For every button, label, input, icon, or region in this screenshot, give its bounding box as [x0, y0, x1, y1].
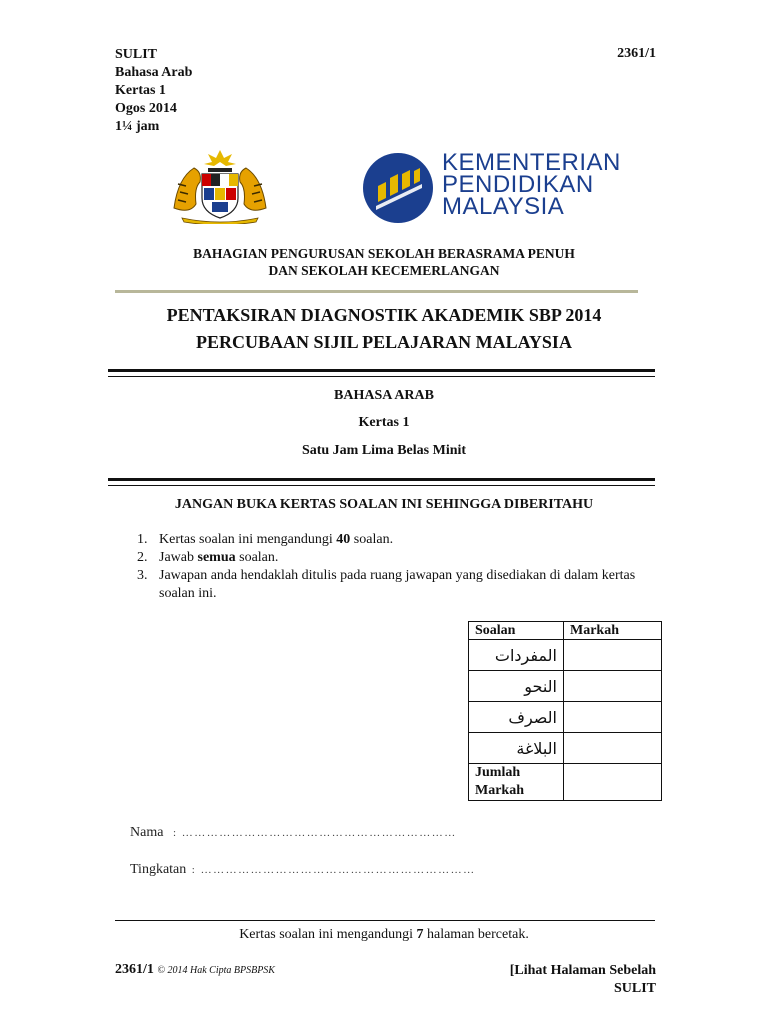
footer-right — [510, 962, 656, 998]
paper-code: 2361/1 — [617, 46, 656, 61]
instruction-item: 2. Jawab semua soalan. — [137, 550, 279, 565]
classification-label: SULIT — [115, 47, 158, 62]
exam-title-line-1: PENTAKSIRAN DIAGNOSTIK AKADEMIK SBP 2014 — [166, 305, 602, 325]
subject-name: BAHASA ARAB — [334, 388, 434, 403]
marks-table — [468, 621, 662, 801]
table-row — [469, 702, 662, 733]
marks-cell[interactable] — [564, 671, 662, 702]
header-info — [115, 46, 192, 136]
table-row — [469, 671, 662, 702]
table-row — [469, 733, 662, 764]
marks-cell[interactable] — [564, 733, 662, 764]
section-name: الصرف — [469, 702, 564, 733]
form-label: Tingkatan — [130, 862, 187, 877]
form-dots: : ………………………………………………………… — [191, 864, 476, 876]
divider — [115, 290, 638, 293]
table-row — [469, 640, 662, 671]
section-name: البلاغة — [469, 733, 564, 764]
form-field[interactable] — [130, 862, 476, 878]
table-header: Soalan — [469, 622, 564, 640]
name-field[interactable] — [130, 825, 457, 841]
marks-cell[interactable] — [564, 702, 662, 733]
total-marks-cell[interactable] — [564, 764, 662, 801]
exam-duration: Satu Jam Lima Belas Minit — [301, 443, 467, 458]
name-dots: : ………………………………………………………… — [172, 827, 457, 839]
paper-number: Kertas 1 — [358, 415, 410, 430]
section-name: المفردات — [469, 640, 564, 671]
duration-label: 1¼ jam — [115, 119, 160, 134]
footer-classification: SULIT — [613, 981, 656, 996]
kpm-line-2: PENDIDIKAN — [442, 171, 594, 198]
exam-title-line-2: PERCUBAAN SIJIL PELAJARAN MALAYSIA — [196, 332, 572, 352]
kpm-line-1: KEMENTERIAN — [442, 149, 621, 176]
copyright-text: © 2014 Hak Cipta BPSBPSK — [157, 965, 275, 976]
division-line-2: DAN SEKOLAH KECEMERLANGAN — [268, 263, 500, 278]
malaysia-coat-of-arms-icon — [168, 148, 272, 224]
division-heading — [0, 245, 768, 279]
warning-text: JANGAN BUKA KERTAS SOALAN INI SEHINGGA DIBERITAHU — [174, 497, 594, 512]
marks-cell[interactable] — [564, 640, 662, 671]
table-row — [469, 764, 662, 801]
instructions-list — [137, 531, 659, 603]
divider — [115, 920, 655, 921]
next-page-label: [Lihat Halaman Sebelah — [509, 963, 656, 978]
page-count-note: Kertas soalan ini mengandungi 7 halaman bercetak. — [239, 927, 529, 942]
divider — [108, 369, 655, 377]
division-line-1: BAHAGIAN PENGURUSAN SEKOLAH BERASRAMA PENUH — [193, 246, 575, 261]
instruction-item: 1. Kertas soalan ini mengandungi 40 soalan. — [137, 532, 394, 547]
kpm-logo-icon — [362, 152, 434, 224]
table-header: Markah — [564, 622, 662, 640]
footer-code: 2361/1 © 2014 Hak Cipta BPSBPSK — [115, 962, 275, 977]
divider — [108, 478, 655, 486]
kpm-line-3: MALAYSIA — [442, 193, 565, 220]
total-label: Jumlah Markah — [469, 764, 564, 801]
kpm-wordmark — [442, 149, 621, 220]
subject-label: Bahasa Arab — [115, 65, 193, 80]
date-label: Ogos 2014 — [115, 101, 177, 116]
name-label: Nama — [130, 825, 164, 840]
section-name: النحو — [469, 671, 564, 702]
paper-label: Kertas 1 — [115, 83, 166, 98]
instruction-item: 3. Jawapan anda hendaklah ditulis pada ruang jawapan yang disediakan di dalam kertas soalan ini. — [137, 568, 636, 601]
